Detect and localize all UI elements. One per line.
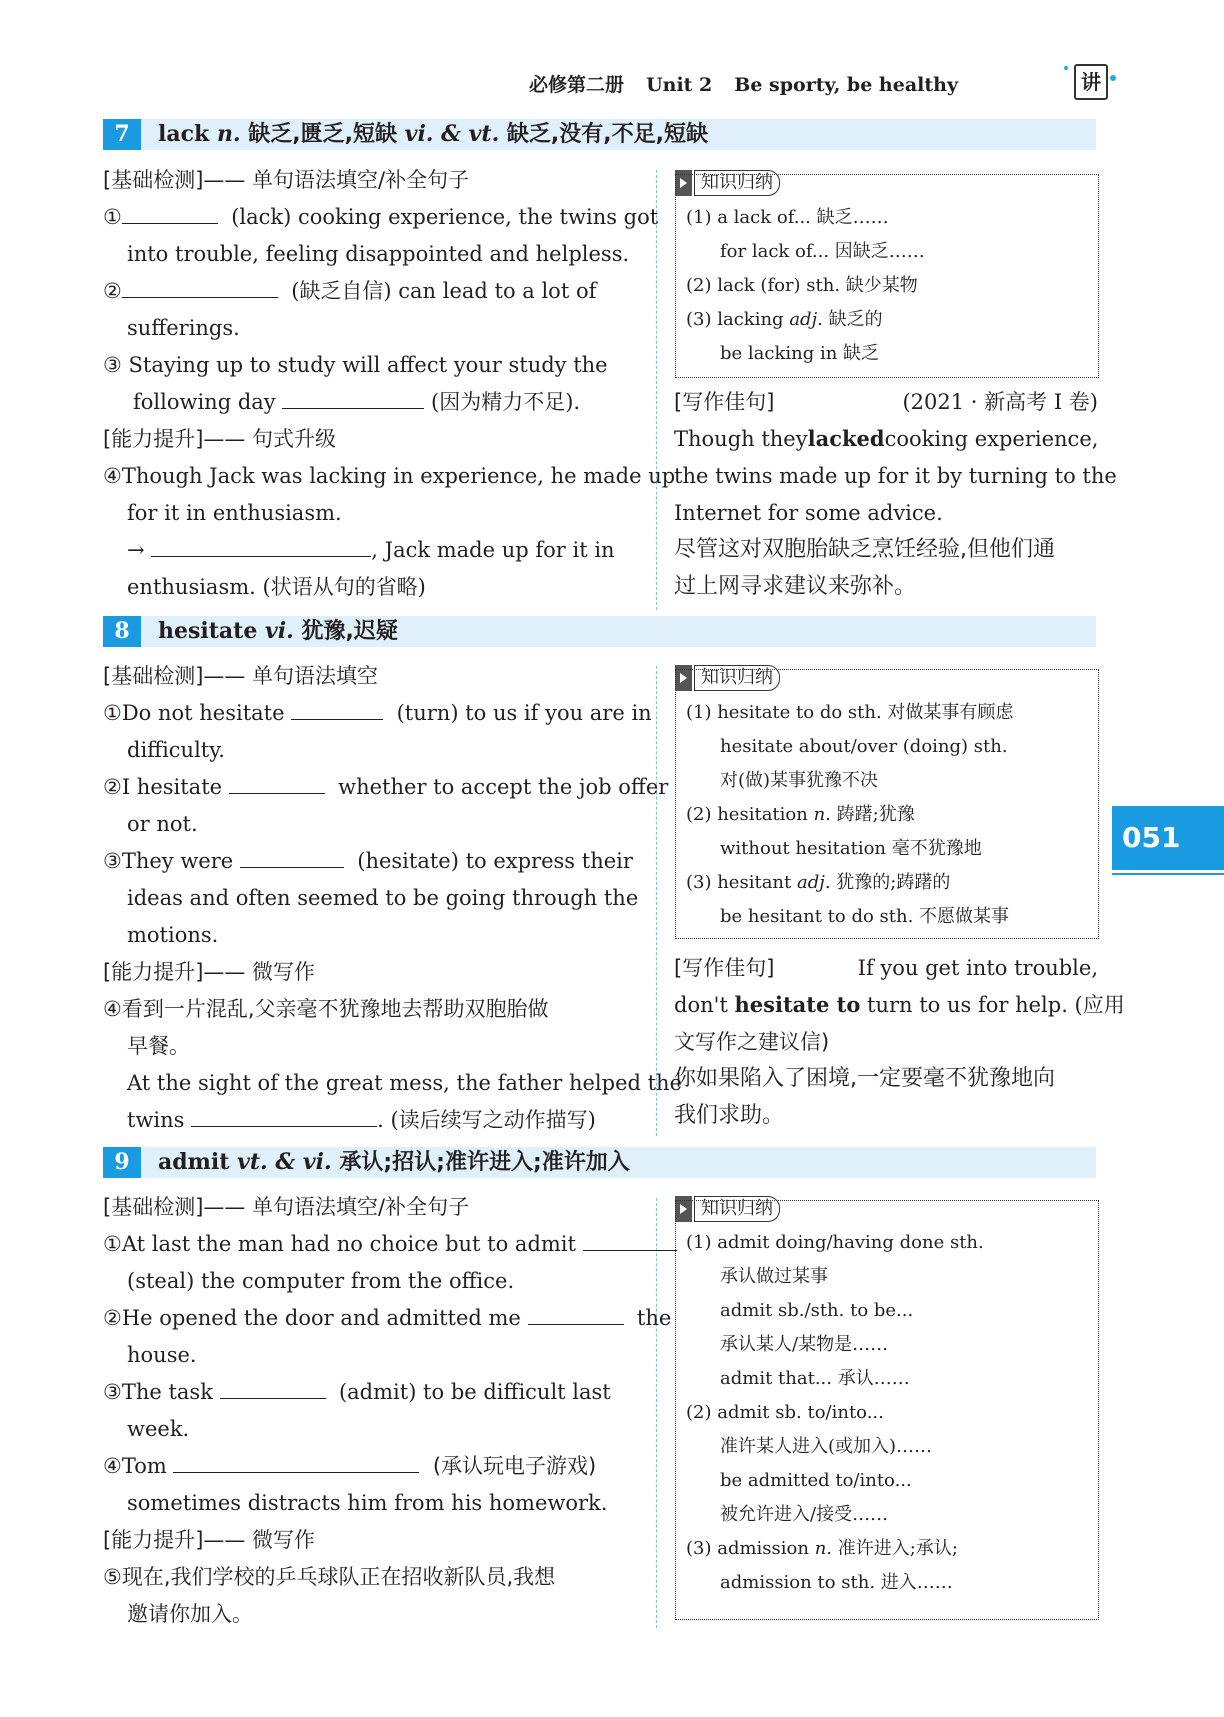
question-4-cont: sometimes distracts him from his homework. xyxy=(127,1491,608,1515)
knowledge-line: be hesitant to do sth. 不愿做某事 xyxy=(720,906,1010,927)
section-header-9 xyxy=(103,1147,1096,1178)
question-4-cont: 早餐。 xyxy=(127,1034,190,1058)
knowledge-line: be admitted to/into... xyxy=(720,1470,912,1491)
answer-blank[interactable] xyxy=(122,273,278,298)
knowledge-line: 被允许进入/接受…… xyxy=(720,1504,889,1525)
section-number: 8 xyxy=(103,616,141,647)
answer-blank[interactable] xyxy=(282,384,424,409)
question-2-cont: sufferings. xyxy=(127,316,240,340)
knowledge-line: admit sb./sth. to be... xyxy=(720,1300,914,1321)
writing-sentence-translation: 你如果陷入了困境,一定要毫不犹豫地向 xyxy=(674,1066,1055,1091)
question-1: ①Do not hesitate (turn) to us if you are in xyxy=(103,695,652,731)
knowledge-line: (3) hesitant adj. 犹豫的;踌躇的 xyxy=(686,872,951,893)
answer-blank[interactable] xyxy=(191,1102,377,1127)
knowledge-line: admit that... 承认…… xyxy=(720,1368,910,1389)
answer-blank[interactable] xyxy=(291,695,383,720)
knowledge-box-9 xyxy=(675,1200,1099,1620)
question-1-cont: (steal) the computer from the office. xyxy=(127,1269,515,1293)
question-3: ③The task (admit) to be difficult last xyxy=(103,1374,611,1410)
knowledge-line: 准许某人进入(或加入)…… xyxy=(720,1436,933,1457)
meaning: 缺乏,没有,不足,短缺 xyxy=(506,122,708,147)
basic-test-label: [基础检测]—— 单句语法填空 xyxy=(103,664,379,688)
answer-blank[interactable] xyxy=(220,1374,326,1399)
question-1-cont: into trouble, feeling disappointed and helpless. xyxy=(127,242,630,266)
basic-test-label: [基础检测]—— 单句语法填空/补全句子 xyxy=(103,168,470,192)
answer-blank[interactable] xyxy=(229,769,325,794)
decor-dot xyxy=(1110,75,1116,81)
headword: lack xyxy=(158,121,210,147)
section-title xyxy=(158,1147,630,1178)
knowledge-line: (3) lacking adj. 缺乏的 xyxy=(686,309,883,330)
writing-sentence-line: Internet for some advice. xyxy=(674,501,943,525)
question-2: ② (缺乏自信) can lead to a lot of xyxy=(103,273,596,309)
answer-blank[interactable] xyxy=(151,532,371,557)
writing-sentence-translation: 尽管这对双胞胎缺乏烹饪经验,但他们通 xyxy=(674,537,1055,562)
question-3-cont: following day (因为精力不足). xyxy=(133,384,580,420)
question-2: ②I hesitate whether to accept the job offer xyxy=(103,769,668,805)
question-2-cont: house. xyxy=(127,1343,197,1367)
writing-sentence-line: don't hesitate to turn to us for help. (应用 xyxy=(674,992,1125,1017)
question-4: ④看到一片混乱,父亲毫不犹豫地去帮助双胞胎做 xyxy=(103,997,549,1021)
knowledge-box-7 xyxy=(675,174,1099,378)
writing-sentence-line: 文写作之建议信) xyxy=(674,1030,830,1054)
part-of-speech: vi. & vt. xyxy=(404,121,500,147)
decor-dot xyxy=(1064,66,1068,70)
writing-sentence-header: [写作佳句] (2021 · 新高考 Ⅰ 卷) xyxy=(674,390,1098,414)
question-4: ④Though Jack was lacking in experience, he made up xyxy=(103,464,676,488)
knowledge-line: (2) admit sb. to/into... xyxy=(686,1402,884,1423)
question-1: ① (lack) cooking experience, the twins got xyxy=(103,199,658,235)
knowledge-line: (1) hesitate to do sth. 对做某事有顾虑 xyxy=(686,702,1014,723)
advanced-label: [能力提升]—— 微写作 xyxy=(103,1528,316,1552)
section-number: 9 xyxy=(103,1147,141,1178)
question-4-rewrite: → , Jack made up for it in xyxy=(127,532,615,568)
question-3-cont: ideas and often seemed to be going through the xyxy=(127,886,639,910)
knowledge-line: be lacking in 缺乏 xyxy=(720,343,880,364)
answer-blank[interactable] xyxy=(240,843,344,868)
knowledge-line: 承认某人/某物是…… xyxy=(720,1334,889,1355)
question-3: ③They were (hesitate) to express their xyxy=(103,843,633,879)
book-title: 必修第二册 xyxy=(529,74,625,96)
section-title xyxy=(158,119,708,150)
writing-sentence-line: the twins made up for it by turning to the xyxy=(674,464,1117,488)
knowledge-line: (2) hesitation n. 踌躇;犹豫 xyxy=(686,804,915,825)
question-5-cont: 邀请你加入。 xyxy=(127,1602,253,1626)
headword: admit xyxy=(158,1149,230,1175)
lecture-mark-icon: 讲 xyxy=(1074,64,1108,100)
part-of-speech: n. xyxy=(216,121,241,147)
question-4-cont: for it in enthusiasm. xyxy=(127,501,342,525)
knowledge-box-8 xyxy=(675,669,1099,939)
basic-test-label: [基础检测]—— 单句语法填空/补全句子 xyxy=(103,1195,470,1219)
section-header-7 xyxy=(103,119,1096,150)
question-1: ①At last the man had no choice but to admit xyxy=(103,1226,677,1262)
knowledge-line: 对(做)某事犹豫不决 xyxy=(720,770,879,791)
writing-sentence-header: [写作佳句] If you get into trouble, xyxy=(674,956,1098,980)
answer-blank[interactable] xyxy=(583,1226,677,1251)
knowledge-line: 承认做过某事 xyxy=(720,1266,828,1287)
meaning: 缺乏,匮乏,短缺 xyxy=(248,122,397,147)
advanced-label: [能力提升]—— 微写作 xyxy=(103,960,316,984)
knowledge-line: (1) a lack of... 缺乏…… xyxy=(686,207,889,228)
question-2: ②He opened the door and admitted me the xyxy=(103,1300,671,1336)
question-3: ③ Staying up to study will affect your study the xyxy=(103,353,608,377)
headword: hesitate xyxy=(158,618,258,644)
part-of-speech: vi. xyxy=(264,618,294,644)
unit-title: Be sporty, be healthy xyxy=(734,74,958,96)
knowledge-line: without hesitation 毫不犹豫地 xyxy=(720,838,982,859)
unit-label: Unit 2 xyxy=(646,74,713,96)
knowledge-line: for lack of... 因缺乏…… xyxy=(720,241,925,262)
part-of-speech: vt. & vi. xyxy=(237,1149,332,1175)
question-3-cont: motions. xyxy=(127,923,219,947)
question-4-cont: At the sight of the great mess, the father helped the xyxy=(127,1071,683,1095)
question-4-note: enthusiasm. (状语从句的省略) xyxy=(127,575,426,599)
page-number: 051 xyxy=(1112,806,1224,870)
knowledge-line: hesitate about/over (doing) sth. xyxy=(720,736,1008,757)
answer-blank[interactable] xyxy=(173,1448,419,1473)
knowledge-line: (3) admission n. 准许进入;承认; xyxy=(686,1538,958,1559)
column-divider xyxy=(656,1198,657,1628)
page-tab-underline xyxy=(1112,873,1224,875)
knowledge-line: admission to sth. 进入…… xyxy=(720,1572,953,1593)
column-divider xyxy=(656,170,657,610)
section-number: 7 xyxy=(103,119,141,150)
section-header-8 xyxy=(103,616,1096,647)
knowledge-line: (1) admit doing/having done sth. xyxy=(686,1232,984,1253)
section-title xyxy=(158,616,398,647)
writing-sentence-line: Though they lacked cooking experience, xyxy=(674,426,1099,451)
knowledge-line: (2) lack (for) sth. 缺少某物 xyxy=(686,275,918,296)
question-3-cont: week. xyxy=(127,1417,190,1441)
question-4-cont: twins . (读后续写之动作描写) xyxy=(127,1102,596,1138)
answer-blank[interactable] xyxy=(122,199,218,224)
writing-sentence-translation: 我们求助。 xyxy=(674,1103,785,1128)
question-2-cont: or not. xyxy=(127,812,198,836)
meaning: 承认;招认;准许进入;准许加入 xyxy=(339,1150,630,1175)
running-header xyxy=(507,70,958,97)
advanced-label: [能力提升]—— 句式升级 xyxy=(103,427,337,451)
answer-blank[interactable] xyxy=(528,1300,624,1325)
question-4: ④Tom (承认玩电子游戏) xyxy=(103,1448,596,1484)
question-1-cont: difficulty. xyxy=(127,738,225,762)
question-5: ⑤现在,我们学校的乒乓球队正在招收新队员,我想 xyxy=(103,1565,556,1589)
writing-sentence-translation: 过上网寻求建议来弥补。 xyxy=(674,574,917,599)
meaning: 犹豫,迟疑 xyxy=(301,619,398,644)
